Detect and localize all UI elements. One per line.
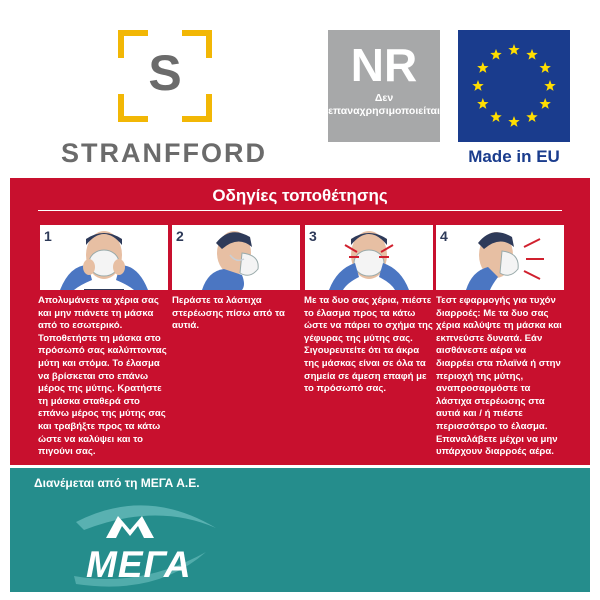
instructions-panel (10, 178, 590, 465)
logo-letter: S (148, 45, 182, 101)
nr-subtitle-line2: επαναχρησιμοποιείται (328, 105, 440, 117)
eu-star-icon (526, 111, 537, 122)
step-2-text: Περάστε τα λάστιχα στερέωσης πίσω από τα αυτιά. (172, 295, 285, 332)
eu-star-icon (472, 80, 483, 91)
step-4-number: 4 (440, 228, 448, 244)
brand-name: STRANFFORD (61, 138, 267, 168)
eu-star-icon (490, 111, 501, 122)
eu-star-icon (539, 98, 550, 109)
eu-star-icon (490, 49, 501, 60)
eu-star-icon (539, 62, 550, 73)
nr-badge (328, 30, 440, 142)
made-in-eu-label: Made in EU (468, 147, 560, 166)
title-divider (38, 210, 562, 211)
eu-star-icon (526, 49, 537, 60)
step-3-text: Με τα δυο σας χέρια, πιέστε το έλασμα προς τα κάτω ώστε να πάρει το σχήμα της γέφυρας της μύτης σας. Σιγουρευτείτε ότι τα άκρα της μάσκας είναι σε όλα τα σημεία σε άμεση επαφή με το πρόσωπό σας. (304, 295, 433, 395)
step-1-text: Απολυμάνετε τα χέρια σας και μην πιάνετε τη μάσκα από το εσωτερικό. Τοποθετήστε τη μάσκα στο πρόσωπό σας καλύπτοντας μύτη και στόμα. Το έλασμα να βρίσκεται στο επάνω μέρος της μύτης. Κρατήστε τη μάσκα σταθερά στο επάνω μέρος της μύτης σας και τραβήξτε προς τα κάτω ώστε να καλύψει και το πιγούνι σας. (38, 295, 167, 458)
eu-star-icon (544, 80, 555, 91)
step-1-number: 1 (44, 228, 52, 244)
step-4-illustration (436, 225, 564, 290)
eu-star-icon (508, 44, 519, 55)
nr-title: NR (350, 39, 418, 91)
eu-star-icon (477, 62, 488, 73)
step-2-number: 2 (176, 228, 184, 244)
distributor-panel (10, 468, 590, 592)
eu-star-icon (477, 98, 488, 109)
eu-flag-icon (458, 30, 570, 142)
mega-logo-text: ΜΕΓΑ (86, 544, 192, 585)
step-3-number: 3 (309, 228, 317, 244)
stranfford-logo-mark (118, 30, 212, 122)
instructions-title: Οδηγίες τοποθέτησης (212, 186, 388, 205)
step-4-text: Τεστ εφαρμογής για τυχόν διαρροές: Με τα δυο σας χέρια καλύψτε τη μάσκα και εκπνεύστε δυνατά. Εάν αισθάνεστε αέρα να διαρρέει στα πλαϊνά ή στην περιοχή της μύτης, αναπροσαρμόστε τα λάστιχα στερέωσης στα αυτιά και / ή πιέστε περισσότερο το έλασμα. Επαναλάβετε μέχρι να μην υπάρχουν διαρροές αέρα. (436, 295, 562, 458)
step-2-illustration (172, 225, 300, 290)
distributor-label: Διανέμεται από τη ΜΕΓΑ Α.Ε. (34, 476, 200, 490)
step-3-illustration (305, 225, 433, 290)
eu-star-icon (508, 116, 519, 127)
nr-subtitle-line1: Δεν (374, 92, 394, 104)
step-1-illustration (40, 225, 168, 290)
